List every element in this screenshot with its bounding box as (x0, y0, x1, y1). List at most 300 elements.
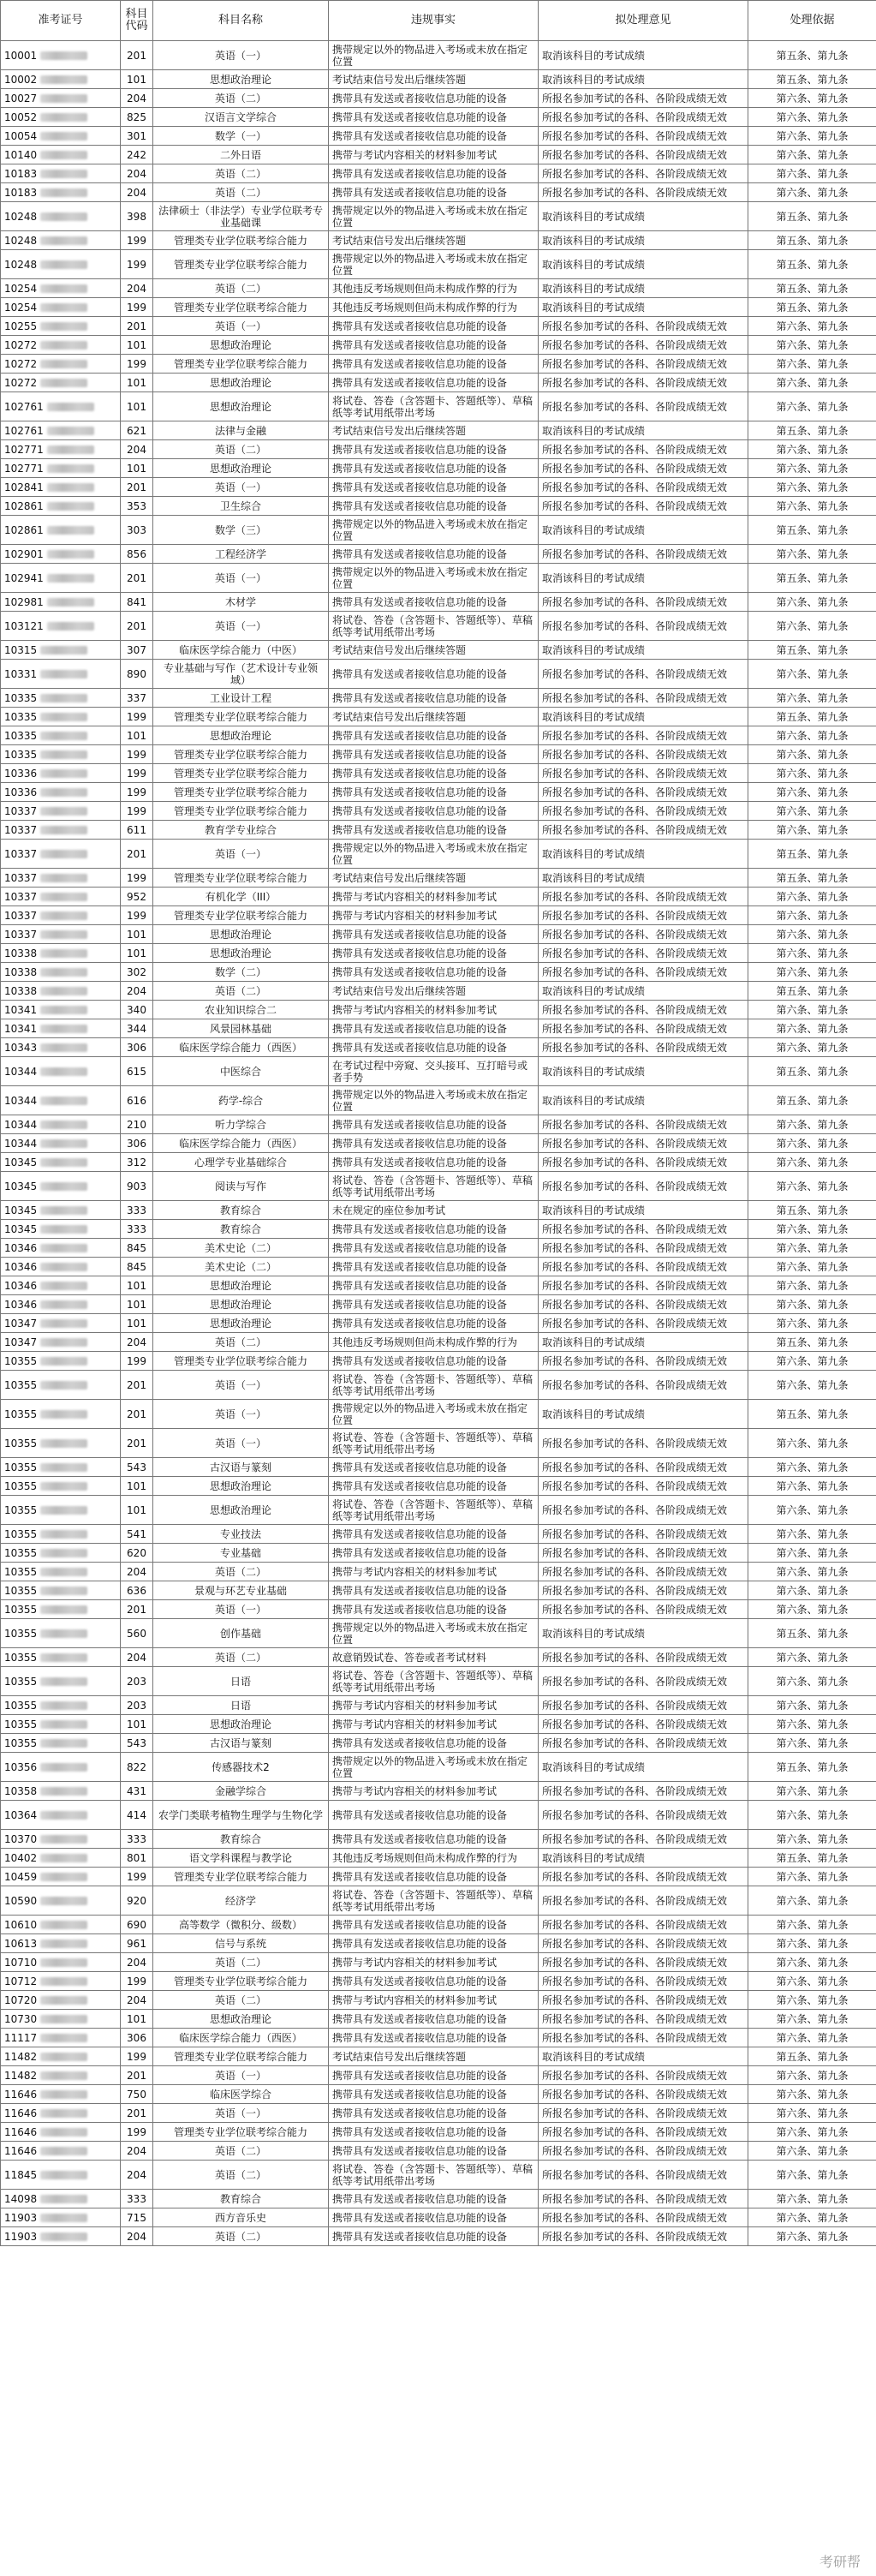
table-row (1, 1715, 876, 1734)
cell-proposed-decision: 所报名参加考试的各科、各阶段成绩无效 (539, 1934, 748, 1953)
table-row (1, 355, 876, 374)
cell-subject-name: 英语（二） (153, 1333, 329, 1352)
cell-subject-code: 203 (121, 1696, 153, 1715)
cell-subject-name: 木材学 (153, 593, 329, 612)
exam-id-prefix: 10337 (4, 928, 38, 941)
exam-id-prefix: 10355 (4, 1718, 38, 1730)
cell-subject-code: 541 (121, 1525, 153, 1544)
cell-proposed-decision: 所报名参加考试的各科、各阶段成绩无效 (539, 459, 748, 478)
exam-id-prefix: 10272 (4, 338, 38, 351)
cell-subject-name: 听力学综合 (153, 1115, 329, 1134)
cell-subject-code: 204 (121, 440, 153, 459)
cell-basis: 第五条、第九条 (748, 1753, 876, 1782)
cell-violation-fact: 携带具有发送或者接收信息功能的设备 (329, 1019, 539, 1038)
exam-id-prefix: 10248 (4, 234, 38, 247)
cell-subject-name: 思想政治理论 (153, 1715, 329, 1734)
table-row (1, 1153, 876, 1172)
table-row (1, 1333, 876, 1352)
exam-id-prefix: 102761 (4, 424, 44, 437)
exam-id-prefix: 11646 (4, 2088, 38, 2101)
cell-subject-code: 333 (121, 1201, 153, 1220)
cell-basis: 第六条、第九条 (748, 459, 876, 478)
cell-basis: 第六条、第九条 (748, 2010, 876, 2029)
cell-exam-id (1, 764, 121, 783)
cell-subject-code: 825 (121, 108, 153, 127)
cell-subject-code: 856 (121, 545, 153, 564)
cell-violation-fact: 携带具有发送或者接收信息功能的设备 (329, 2029, 539, 2047)
cell-exam-id (1, 2142, 121, 2161)
cell-proposed-decision: 所报名参加考试的各科、各阶段成绩无效 (539, 821, 748, 840)
cell-subject-code: 199 (121, 1972, 153, 1991)
cell-subject-name: 管理类专业学位联考综合能力 (153, 250, 329, 279)
cell-subject-code: 201 (121, 564, 153, 593)
table-row (1, 164, 876, 183)
cell-subject-code: 302 (121, 963, 153, 982)
cell-basis: 第六条、第九条 (748, 593, 876, 612)
cell-subject-name: 英语（一） (153, 1400, 329, 1429)
cell-proposed-decision: 所报名参加考试的各科、各阶段成绩无效 (539, 2227, 748, 2246)
cell-proposed-decision: 所报名参加考试的各科、各阶段成绩无效 (539, 1734, 748, 1753)
cell-basis: 第六条、第九条 (748, 1953, 876, 1972)
cell-proposed-decision: 取消该科目的考试成绩 (539, 564, 748, 593)
cell-basis: 第六条、第九条 (748, 478, 876, 497)
cell-exam-id (1, 726, 121, 745)
cell-basis: 第六条、第九条 (748, 497, 876, 516)
cell-basis: 第六条、第九条 (748, 726, 876, 745)
cell-violation-fact: 携带具有发送或者接收信息功能的设备 (329, 660, 539, 689)
cell-exam-id (1, 2010, 121, 2029)
table-row (1, 925, 876, 944)
cell-subject-name: 法律硕士（非法学）专业学位联考专业基础课 (153, 202, 329, 231)
cell-proposed-decision: 所报名参加考试的各科、各阶段成绩无效 (539, 2029, 748, 2047)
cell-basis: 第六条、第九条 (748, 1496, 876, 1525)
cell-violation-fact: 携带具有发送或者接收信息功能的设备 (329, 108, 539, 127)
cell-subject-code: 611 (121, 821, 153, 840)
table-row (1, 1038, 876, 1057)
cell-basis: 第六条、第九条 (748, 925, 876, 944)
cell-proposed-decision: 所报名参加考试的各科、各阶段成绩无效 (539, 1667, 748, 1696)
redaction-blur (40, 1206, 87, 1215)
exam-id-prefix: 10355 (4, 1546, 38, 1559)
cell-proposed-decision: 所报名参加考试的各科、各阶段成绩无效 (539, 802, 748, 821)
redaction-blur (40, 1629, 87, 1638)
cell-exam-id (1, 1619, 121, 1648)
cell-basis: 第六条、第九条 (748, 317, 876, 336)
cell-exam-id (1, 1220, 121, 1239)
cell-proposed-decision: 所报名参加考试的各科、各阶段成绩无效 (539, 2123, 748, 2142)
cell-basis: 第六条、第九条 (748, 336, 876, 355)
cell-exam-id (1, 1019, 121, 1038)
cell-violation-fact: 携带具有发送或者接收信息功能的设备 (329, 1600, 539, 1619)
table-row (1, 202, 876, 231)
cell-violation-fact: 携带与考试内容相关的材料参加考试 (329, 906, 539, 925)
table-row (1, 1134, 876, 1153)
exam-id-prefix: 10344 (4, 1065, 38, 1078)
cell-exam-id (1, 1648, 121, 1667)
cell-proposed-decision: 取消该科目的考试成绩 (539, 2047, 748, 2066)
cell-violation-fact: 将试卷、答卷（含答题卡、答题纸等）、草稿纸等考试用纸带出考场 (329, 1886, 539, 1916)
cell-subject-code: 690 (121, 1916, 153, 1934)
cell-violation-fact: 携带规定以外的物品进入考场或未放在指定位置 (329, 1753, 539, 1782)
cell-violation-fact: 将试卷、答卷（含答题卡、答题纸等）、草稿纸等考试用纸带出考场 (329, 1429, 539, 1458)
cell-subject-name: 阅读与写作 (153, 1172, 329, 1201)
cell-subject-code: 199 (121, 764, 153, 783)
cell-subject-code: 199 (121, 231, 153, 250)
cell-basis: 第六条、第九条 (748, 2227, 876, 2246)
cell-subject-name: 临床医学综合能力（西医） (153, 2029, 329, 2047)
cell-proposed-decision: 所报名参加考试的各科、各阶段成绩无效 (539, 2085, 748, 2104)
cell-basis: 第六条、第九条 (748, 689, 876, 708)
cell-exam-id (1, 1667, 121, 1696)
cell-basis: 第六条、第九条 (748, 2123, 876, 2142)
cell-exam-id (1, 336, 121, 355)
cell-violation-fact: 故意销毁试卷、答卷或者考试材料 (329, 1648, 539, 1667)
exam-id-prefix: 102981 (4, 595, 44, 608)
redaction-blur (40, 2214, 87, 2222)
cell-exam-id (1, 1115, 121, 1134)
cell-basis: 第五条、第九条 (748, 250, 876, 279)
exam-id-prefix: 10337 (4, 909, 38, 922)
exam-id-prefix: 10347 (4, 1317, 38, 1330)
cell-exam-id (1, 1696, 121, 1715)
cell-proposed-decision: 所报名参加考试的各科、各阶段成绩无效 (539, 1371, 748, 1400)
cell-exam-id (1, 1972, 121, 1991)
cell-basis: 第六条、第九条 (748, 1544, 876, 1563)
redaction-blur (40, 1225, 87, 1234)
table-row (1, 298, 876, 317)
exam-id-prefix: 10272 (4, 357, 38, 370)
redaction-blur (40, 1854, 87, 1862)
cell-subject-name: 英语（二） (153, 1563, 329, 1581)
cell-subject-code: 952 (121, 888, 153, 906)
cell-proposed-decision: 所报名参加考试的各科、各阶段成绩无效 (539, 183, 748, 202)
redaction-blur (40, 1720, 87, 1729)
cell-proposed-decision: 取消该科目的考试成绩 (539, 840, 748, 869)
redaction-blur (40, 807, 87, 816)
cell-violation-fact: 其他违反考场规则但尚未构成作弊的行为 (329, 1849, 539, 1868)
table-row (1, 982, 876, 1001)
table-row (1, 1544, 876, 1563)
table-row (1, 421, 876, 440)
cell-subject-name: 二外日语 (153, 146, 329, 164)
redaction-blur (40, 788, 87, 797)
redaction-blur (40, 1381, 87, 1390)
cell-subject-code: 101 (121, 944, 153, 963)
cell-exam-id (1, 1295, 121, 1314)
cell-violation-fact: 携带具有发送或者接收信息功能的设备 (329, 1830, 539, 1849)
cell-subject-name: 临床医学综合能力（中医） (153, 641, 329, 660)
cell-proposed-decision: 所报名参加考试的各科、各阶段成绩无效 (539, 1352, 748, 1371)
cell-subject-code: 204 (121, 164, 153, 183)
exam-id-prefix: 10712 (4, 1975, 38, 1987)
cell-subject-code: 199 (121, 708, 153, 726)
cell-subject-name: 英语（一） (153, 2066, 329, 2085)
cell-exam-id (1, 2085, 121, 2104)
exam-id-prefix: 10344 (4, 1137, 38, 1150)
cell-subject-code: 199 (121, 2123, 153, 2142)
table-row (1, 1172, 876, 1201)
cell-subject-code: 242 (121, 146, 153, 164)
table-row (1, 1429, 876, 1458)
cell-proposed-decision: 所报名参加考试的各科、各阶段成绩无效 (539, 726, 748, 745)
table-row (1, 802, 876, 821)
cell-exam-id (1, 888, 121, 906)
cell-exam-id (1, 1239, 121, 1258)
table-row (1, 821, 876, 840)
cell-subject-code: 201 (121, 317, 153, 336)
cell-proposed-decision: 所报名参加考试的各科、各阶段成绩无效 (539, 1038, 748, 1057)
cell-basis: 第六条、第九条 (748, 1563, 876, 1581)
cell-violation-fact: 考试结束信号发出后继续答题 (329, 421, 539, 440)
exam-id-prefix: 10355 (4, 1527, 38, 1540)
cell-violation-fact: 携带具有发送或者接收信息功能的设备 (329, 1276, 539, 1295)
cell-exam-id (1, 440, 121, 459)
table-row (1, 440, 876, 459)
cell-basis: 第六条、第九条 (748, 1801, 876, 1830)
cell-basis: 第五条、第九条 (748, 1057, 876, 1086)
cell-subject-code: 398 (121, 202, 153, 231)
header-proposed-decision: 拟处理意见 (539, 1, 748, 41)
cell-exam-id (1, 250, 121, 279)
cell-subject-code: 101 (121, 1477, 153, 1496)
cell-subject-code: 201 (121, 612, 153, 641)
table-row (1, 1477, 876, 1496)
cell-proposed-decision: 所报名参加考试的各科、各阶段成绩无效 (539, 1295, 748, 1314)
exam-id-prefix: 10355 (4, 1437, 38, 1449)
cell-basis: 第六条、第九条 (748, 146, 876, 164)
cell-violation-fact: 携带具有发送或者接收信息功能的设备 (329, 89, 539, 108)
exam-id-prefix: 10355 (4, 1603, 38, 1616)
exam-id-prefix: 10272 (4, 376, 38, 389)
cell-subject-code: 101 (121, 70, 153, 89)
cell-subject-code: 920 (121, 1886, 153, 1916)
cell-subject-name: 教育综合 (153, 1201, 329, 1220)
cell-proposed-decision: 所报名参加考试的各科、各阶段成绩无效 (539, 374, 748, 392)
cell-basis: 第六条、第九条 (748, 89, 876, 108)
cell-subject-name: 教育综合 (153, 1830, 329, 1849)
exam-id-prefix: 11646 (4, 2107, 38, 2119)
table-row (1, 689, 876, 708)
redaction-blur (40, 360, 87, 368)
exam-id-prefix: 10001 (4, 49, 38, 62)
cell-basis: 第五条、第九条 (748, 41, 876, 70)
cell-exam-id (1, 1153, 121, 1172)
cell-violation-fact: 携带具有发送或者接收信息功能的设备 (329, 1525, 539, 1544)
redaction-blur (40, 1043, 87, 1052)
table-row (1, 2066, 876, 2085)
redaction-blur (40, 170, 87, 178)
cell-violation-fact: 携带与考试内容相关的材料参加考试 (329, 1953, 539, 1972)
cell-violation-fact: 携带具有发送或者接收信息功能的设备 (329, 1314, 539, 1333)
exam-id-prefix: 10346 (4, 1298, 38, 1311)
exam-id-prefix: 10335 (4, 710, 38, 723)
exam-id-prefix: 14098 (4, 2192, 38, 2205)
cell-subject-name: 教育综合 (153, 2190, 329, 2208)
redaction-blur (40, 2090, 87, 2099)
cell-proposed-decision: 取消该科目的考试成绩 (539, 869, 748, 888)
cell-basis: 第六条、第九条 (748, 963, 876, 982)
cell-exam-id (1, 1258, 121, 1276)
cell-violation-fact: 携带具有发送或者接收信息功能的设备 (329, 336, 539, 355)
cell-subject-code: 199 (121, 906, 153, 925)
redaction-blur (40, 1439, 87, 1448)
cell-violation-fact: 携带具有发送或者接收信息功能的设备 (329, 497, 539, 516)
table-row (1, 869, 876, 888)
cell-subject-code: 204 (121, 1333, 153, 1352)
cell-violation-fact: 携带具有发送或者接收信息功能的设备 (329, 764, 539, 783)
cell-basis: 第五条、第九条 (748, 869, 876, 888)
exam-id-prefix: 10315 (4, 643, 38, 656)
cell-subject-name: 英语（二） (153, 279, 329, 298)
redaction-blur (40, 51, 87, 60)
cell-violation-fact: 携带具有发送或者接收信息功能的设备 (329, 545, 539, 564)
cell-basis: 第六条、第九条 (748, 1696, 876, 1715)
exam-id-prefix: 10610 (4, 1918, 38, 1931)
cell-basis: 第五条、第九条 (748, 840, 876, 869)
cell-violation-fact: 携带具有发送或者接收信息功能的设备 (329, 2085, 539, 2104)
table-row (1, 1849, 876, 1868)
cell-subject-name: 思想政治理论 (153, 726, 329, 745)
exam-id-prefix: 102901 (4, 547, 44, 560)
cell-subject-code: 621 (121, 421, 153, 440)
cell-exam-id (1, 41, 121, 70)
redaction-blur (40, 1873, 87, 1881)
cell-subject-code: 203 (121, 1667, 153, 1696)
cell-exam-id (1, 2029, 121, 2047)
redaction-blur (40, 1811, 87, 1820)
cell-proposed-decision: 所报名参加考试的各科、各阶段成绩无效 (539, 1276, 748, 1295)
cell-proposed-decision: 所报名参加考试的各科、各阶段成绩无效 (539, 1544, 748, 1563)
header-violation-fact: 违规事实 (329, 1, 539, 41)
cell-proposed-decision: 所报名参加考试的各科、各阶段成绩无效 (539, 1477, 748, 1496)
table-row (1, 2010, 876, 2029)
redaction-blur (47, 483, 94, 492)
cell-subject-code: 199 (121, 1352, 153, 1371)
cell-violation-fact: 携带规定以外的物品进入考场或未放在指定位置 (329, 564, 539, 593)
cell-exam-id (1, 708, 121, 726)
cell-exam-id (1, 660, 121, 689)
cell-basis: 第六条、第九条 (748, 2161, 876, 2190)
table-row (1, 1667, 876, 1696)
cell-subject-code: 340 (121, 1001, 153, 1019)
watermark-text: 考研帮 (819, 2554, 861, 2570)
cell-subject-code: 822 (121, 1753, 153, 1782)
table-row (1, 1600, 876, 1619)
table-row (1, 1991, 876, 2010)
cell-violation-fact: 考试结束信号发出后继续答题 (329, 869, 539, 888)
cell-proposed-decision: 所报名参加考试的各科、各阶段成绩无效 (539, 127, 748, 146)
exam-id-prefix: 10370 (4, 1832, 38, 1845)
cell-subject-code: 750 (121, 2085, 153, 2104)
cell-subject-name: 管理类专业学位联考综合能力 (153, 2047, 329, 2066)
table-row (1, 1314, 876, 1333)
redaction-blur (40, 1244, 87, 1252)
cell-subject-name: 汉语言文学综合 (153, 108, 329, 127)
cell-basis: 第六条、第九条 (748, 1525, 876, 1544)
exam-id-prefix: 10335 (4, 729, 38, 742)
cell-proposed-decision: 取消该科目的考试成绩 (539, 70, 748, 89)
cell-violation-fact: 携带具有发送或者接收信息功能的设备 (329, 459, 539, 478)
cell-violation-fact: 携带具有发送或者接收信息功能的设备 (329, 1734, 539, 1753)
cell-violation-fact: 携带具有发送或者接收信息功能的设备 (329, 593, 539, 612)
table-row (1, 888, 876, 906)
cell-proposed-decision: 取消该科目的考试成绩 (539, 421, 748, 440)
redaction-blur (40, 1319, 87, 1328)
cell-subject-code: 204 (121, 1648, 153, 1667)
cell-basis: 第五条、第九条 (748, 564, 876, 593)
redaction-blur (40, 1701, 87, 1710)
cell-violation-fact: 携带具有发送或者接收信息功能的设备 (329, 317, 539, 336)
cell-exam-id (1, 1753, 121, 1782)
cell-subject-name: 日语 (153, 1667, 329, 1696)
cell-proposed-decision: 所报名参加考试的各科、各阶段成绩无效 (539, 1496, 748, 1525)
cell-violation-fact: 携带具有发送或者接收信息功能的设备 (329, 1352, 539, 1371)
cell-proposed-decision: 取消该科目的考试成绩 (539, 1201, 748, 1220)
cell-proposed-decision: 所报名参加考试的各科、各阶段成绩无效 (539, 888, 748, 906)
exam-id-prefix: 10341 (4, 1022, 38, 1035)
cell-violation-fact: 携带规定以外的物品进入考场或未放在指定位置 (329, 516, 539, 545)
exam-id-prefix: 10343 (4, 1041, 38, 1054)
cell-subject-code: 543 (121, 1458, 153, 1477)
cell-proposed-decision: 所报名参加考试的各科、各阶段成绩无效 (539, 545, 748, 564)
table-row (1, 840, 876, 869)
redaction-blur (40, 2232, 87, 2241)
cell-subject-name: 数学（三） (153, 516, 329, 545)
cell-basis: 第六条、第九条 (748, 1715, 876, 1734)
cell-violation-fact: 携带具有发送或者接收信息功能的设备 (329, 1581, 539, 1600)
cell-subject-name: 思想政治理论 (153, 392, 329, 421)
cell-exam-id (1, 2047, 121, 2066)
redaction-blur (40, 2071, 87, 2080)
cell-exam-id (1, 1886, 121, 1916)
cell-exam-id (1, 317, 121, 336)
cell-exam-id (1, 1496, 121, 1525)
cell-basis: 第六条、第九条 (748, 440, 876, 459)
table-row (1, 1782, 876, 1801)
header-exam-id: 准考证号 (1, 1, 121, 41)
table-row (1, 1496, 876, 1525)
redaction-blur (47, 598, 94, 607)
cell-proposed-decision: 取消该科目的考试成绩 (539, 1333, 748, 1352)
exam-id-prefix: 11646 (4, 2125, 38, 2138)
cell-violation-fact: 携带具有发送或者接收信息功能的设备 (329, 1239, 539, 1258)
cell-subject-code: 204 (121, 1953, 153, 1972)
cell-basis: 第六条、第九条 (748, 1667, 876, 1696)
cell-proposed-decision: 取消该科目的考试成绩 (539, 1086, 748, 1115)
table-row (1, 783, 876, 802)
cell-subject-name: 药学-综合 (153, 1086, 329, 1115)
redaction-blur (40, 1835, 87, 1844)
redaction-blur (40, 94, 87, 103)
exam-id-prefix: 10730 (4, 2012, 38, 2025)
table-body (1, 41, 876, 2246)
cell-subject-code: 101 (121, 726, 153, 745)
cell-violation-fact: 携带与考试内容相关的材料参加考试 (329, 1696, 539, 1715)
cell-exam-id (1, 1830, 121, 1849)
table-row (1, 231, 876, 250)
cell-subject-code: 543 (121, 1734, 153, 1753)
table-row (1, 641, 876, 660)
cell-exam-id (1, 1916, 121, 1934)
cell-subject-code: 306 (121, 1134, 153, 1153)
cell-basis: 第六条、第九条 (748, 108, 876, 127)
exam-id-prefix: 10345 (4, 1222, 38, 1235)
cell-basis: 第六条、第九条 (748, 1991, 876, 2010)
redaction-blur (40, 1182, 87, 1191)
cell-violation-fact: 携带具有发送或者接收信息功能的设备 (329, 726, 539, 745)
cell-proposed-decision: 所报名参加考试的各科、各阶段成绩无效 (539, 1782, 748, 1801)
cell-subject-name: 工程经济学 (153, 545, 329, 564)
